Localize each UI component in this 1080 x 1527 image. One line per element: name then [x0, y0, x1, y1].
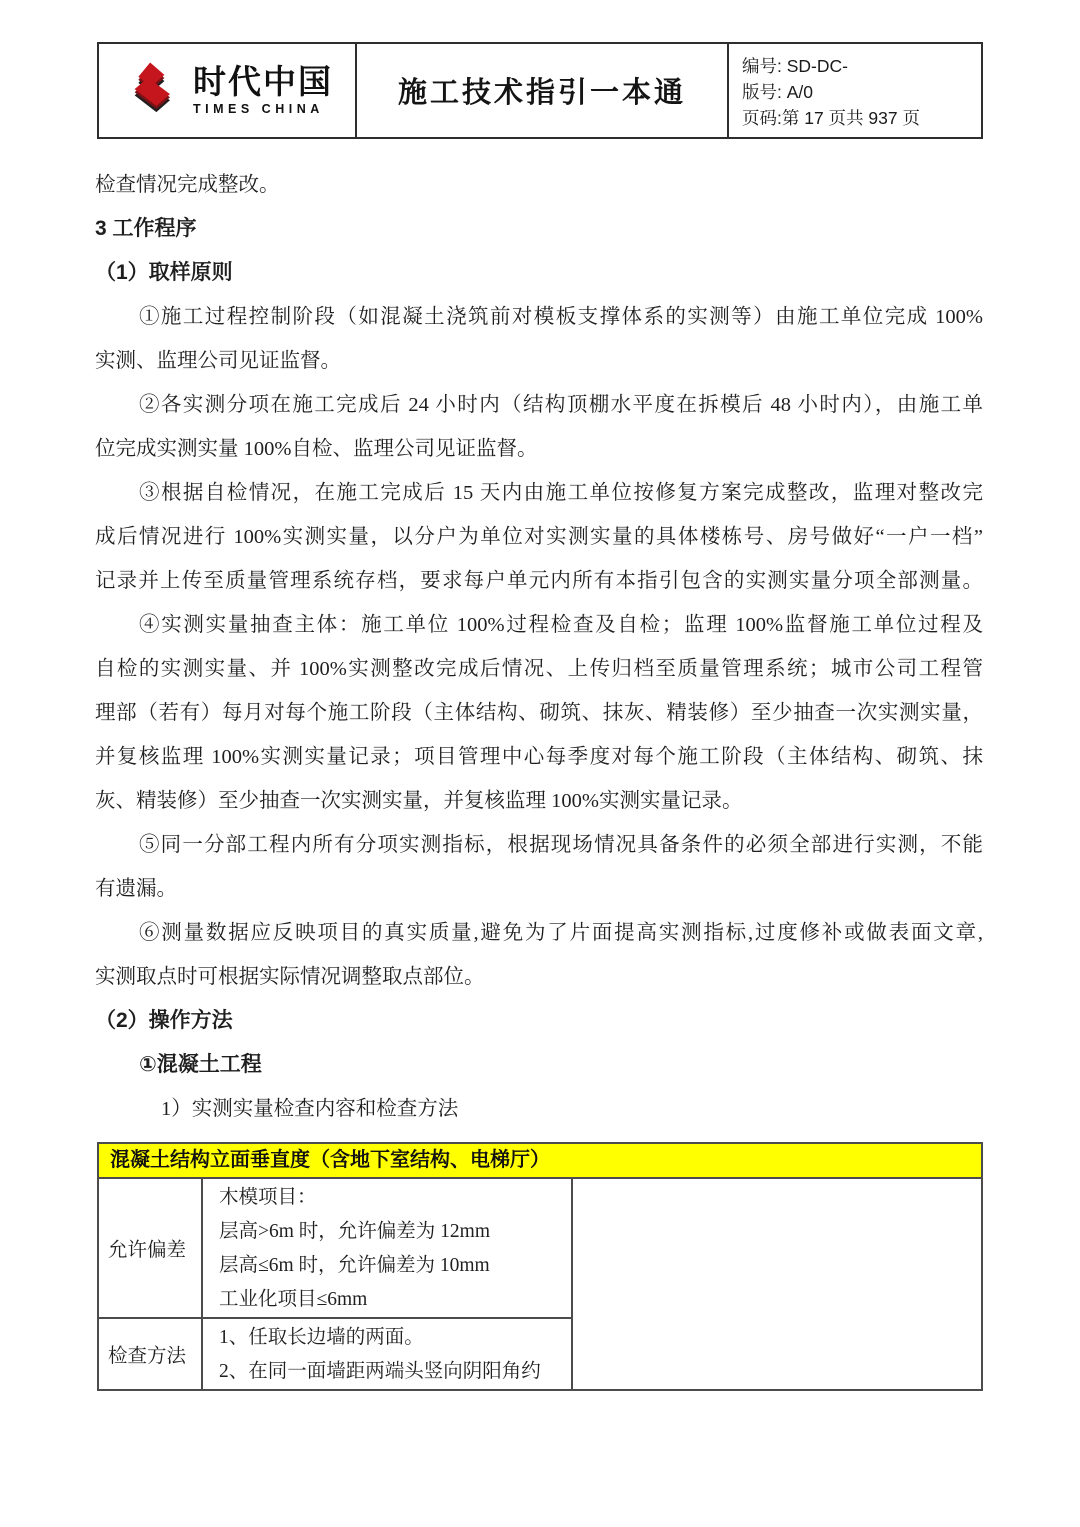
text-line: 实测、监理公司见证监督。 [95, 350, 341, 372]
text-line: ②各实测分项在施工完成后 24 小时内（结构顶棚水平度在拆模后 48 小时内），由施工单 [139, 394, 983, 416]
text-line: 并复核监理 100%实测实量记录；项目管理中心每季度对每个施工阶段（主体结构、砌筑、抹 [95, 746, 983, 768]
text-line: 位完成实测实量 100%自检、监理公司见证监督。 [95, 438, 538, 460]
table-line: 2、在同一面墙距两端头竖向阴阳角约 [219, 1361, 541, 1382]
body-text [95, 163, 983, 1131]
document-meta [727, 44, 981, 137]
document-meta-line: 页码:第 17 页共 937 页 [742, 108, 920, 128]
text-line: ③根据自检情况，在施工完成后 15 天内由施工单位按修复方案完成整改，监理对整改完 [139, 482, 983, 504]
spec-table [97, 1142, 983, 1391]
text-line: 成后情况进行 100%实测实量，以分户为单位对实测实量的具体楼栋号、房号做好“一户一档” [95, 526, 983, 548]
text-line: 3 工作程序 [95, 217, 197, 240]
text-line: ①施工过程控制阶段（如混凝土浇筑前对模板支撑体系的实测等）由施工单位完成 100% [139, 306, 983, 328]
text-line: 灰、精装修）至少抽查一次实测实量，并复核监理 100%实测实量记录。 [95, 790, 743, 812]
times-china-logo-icon [121, 58, 183, 124]
document-title: 施工技术指引一本通 [355, 44, 727, 137]
text-line: 1）实测实量检查内容和检查方法 [161, 1098, 459, 1120]
table-line: 层高>6m 时，允许偏差为 12mm [219, 1221, 491, 1242]
document-meta-line: 版号: A/0 [742, 82, 813, 102]
text-line: 检查情况完成整改。 [95, 174, 280, 196]
text-line: 有遗漏。 [95, 878, 177, 900]
text-line: 自检的实测实量、并 100%实测整改完成后情况、上传归档至质量管理系统；城市公司工程管 [95, 658, 983, 680]
text-line: （1）取样原则 [95, 261, 233, 284]
document-meta-line: 编号: SD-DC- [742, 56, 848, 76]
company-logo [99, 44, 355, 137]
logo-name-en: TIMES CHINA [193, 102, 324, 117]
table-cell-check-method [203, 1319, 573, 1389]
logo-name-cn: 时代中国 [193, 62, 333, 100]
text-line: ⑤同一分部工程内所有分项实测指标，根据现场情况具备条件的必须全部进行实测，不能 [139, 834, 983, 856]
table-grid [99, 1179, 981, 1389]
text-line: （2）操作方法 [95, 1009, 233, 1032]
table-cell-empty [573, 1179, 981, 1389]
table-line: 1、任取长边墙的两面。 [219, 1327, 424, 1348]
table-label-allowed-deviation: 允许偏差 [99, 1179, 203, 1319]
text-line: ⑥测量数据应反映项目的真实质量,避免为了片面提高实测指标,过度修补或做表面文章, [139, 922, 983, 944]
table-line: 木模项目： [219, 1187, 317, 1208]
logo-text [193, 62, 333, 117]
text-line: 实测取点时可根据实际情况调整取点部位。 [95, 966, 485, 988]
document-header [97, 42, 983, 139]
text-line: 记录并上传至质量管理系统存档，要求每户单元内所有本指引包含的实测实量分项全部测量。 [95, 570, 983, 592]
table-cell-allowed-deviation [203, 1179, 573, 1319]
table-label-check-method: 检查方法 [99, 1319, 203, 1389]
table-line: 工业化项目≤6mm [219, 1289, 368, 1310]
table-line: 层高≤6m 时，允许偏差为 10mm [219, 1255, 490, 1276]
text-line: 理部（若有）每月对每个施工阶段（主体结构、砌筑、抹灰、精装修）至少抽查一次实测实量， [95, 702, 983, 724]
text-line: ①混凝土工程 [139, 1053, 262, 1076]
text-line: ④实测实量抽查主体：施工单位 100%过程检查及自检；监理 100%监督施工单位过程及 [139, 614, 983, 636]
table-title: 混凝土结构立面垂直度（含地下室结构、电梯厅） [99, 1144, 981, 1179]
